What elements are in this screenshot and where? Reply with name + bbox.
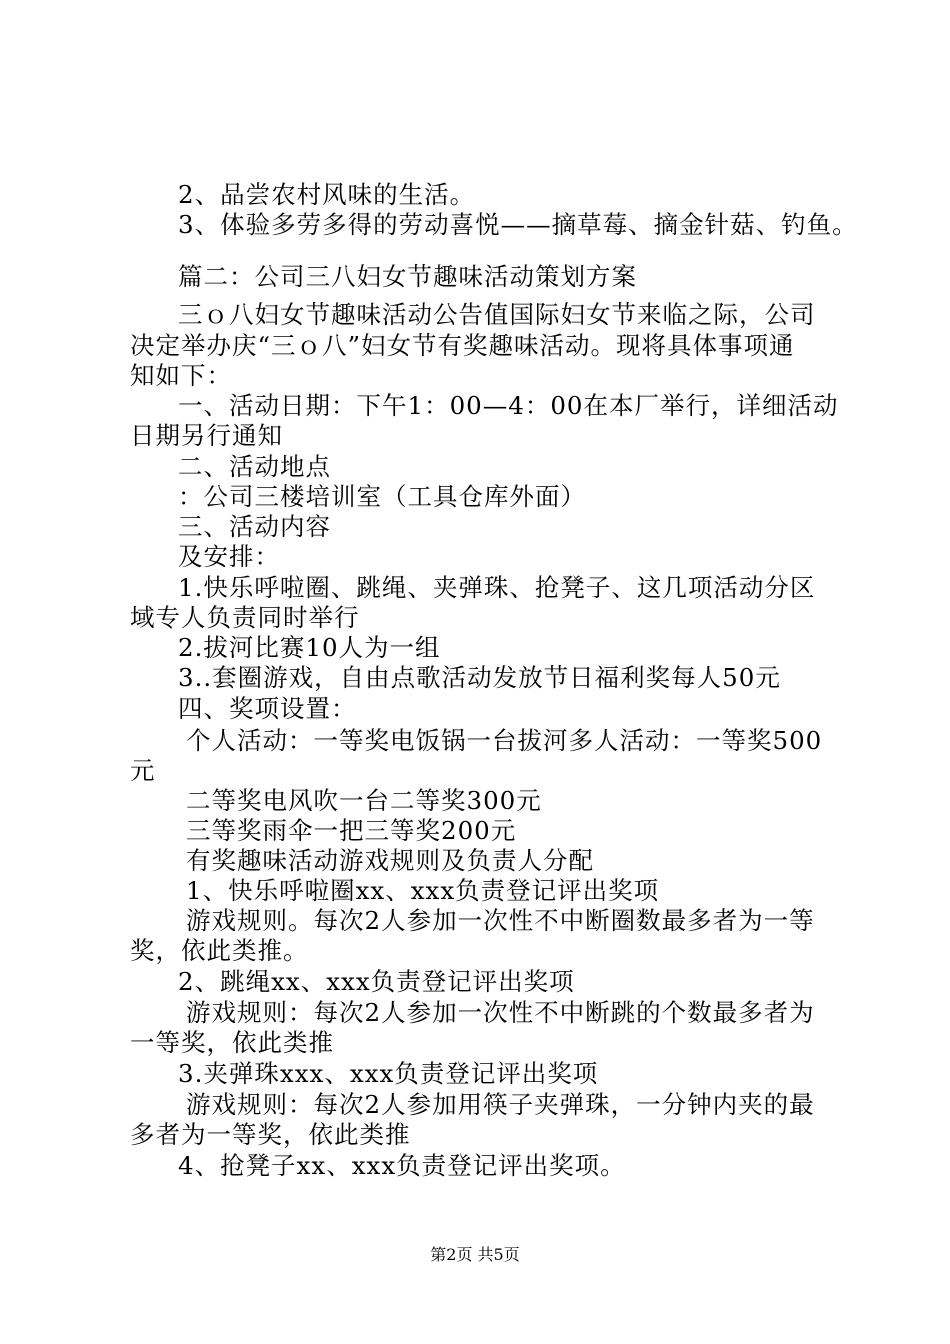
text-line: 四、奖项设置： [178, 694, 357, 723]
text-line: 3、体验多劳多得的劳动喜悦——摘草莓、摘金针菇、钓鱼。 [178, 210, 858, 239]
text-line: 1.快乐呼啦圈、跳绳、夹弹珠、抢凳子、这几项活动分区 [178, 573, 816, 602]
text-line: 多者为一等奖，依此类推 [130, 1120, 411, 1149]
text-line: 个人活动：一等奖电饭锅一台拔河多人活动：一等奖500 [186, 726, 823, 755]
text-line: 二、活动地点 [178, 452, 331, 481]
text-line: 游戏规则：每次2人参加用筷子夹弹珠，一分钟内夹的最 [186, 1090, 815, 1119]
text-line: ：公司三楼培训室（工具仓库外面） [178, 482, 586, 511]
text-line: 1、快乐呼啦圈xx、xxx负责登记评出奖项 [186, 876, 660, 905]
section-heading: 篇二：公司三八妇女节趣味活动策划方案 [178, 262, 637, 291]
page-footer: 第2页 共5页 [430, 1245, 520, 1264]
text-line: 3.夹弹珠xxx、xxx负责登记评出奖项 [178, 1059, 599, 1088]
text-line: 2、品尝农村风味的生活。 [178, 180, 476, 209]
text-line: 元 [130, 756, 156, 785]
text-line: 一、活动日期：下午1：00—4：00在本厂举行，详细活动 [178, 391, 839, 420]
text-line: 2.拔河比赛10人为一组 [178, 633, 441, 662]
text-line: 知如下： [130, 361, 232, 390]
text-line: 游戏规则。每次2人参加一次性不中断圈数最多者为一等 [186, 906, 815, 935]
text-line: 4、抢凳子xx、xxx负责登记评出奖项。 [178, 1151, 626, 1180]
text-line: 3..套圈游戏，自由点歌活动发放节日福利奖每人50元 [178, 663, 781, 692]
text-line: 及安排： [178, 542, 280, 571]
text-line: 有奖趣味活动游戏规则及负责人分配 [186, 846, 594, 875]
text-line: 2、跳绳xx、xxx负责登记评出奖项 [178, 967, 575, 996]
text-line: 三等奖雨伞一把三等奖200元 [186, 816, 517, 845]
text-line: 三、活动内容 [178, 512, 331, 541]
text-line: 奖，依此类推。 [130, 936, 309, 965]
text-line: 三ｏ八妇女节趣味活动公告值国际妇女节来临之际，公司 [178, 300, 816, 329]
text-line: 二等奖电风吹一台二等奖300元 [186, 786, 542, 815]
text-line: 日期另行通知 [130, 421, 283, 450]
text-line: 游戏规则：每次2人参加一次性不中断跳的个数最多者为 [186, 998, 815, 1027]
text-line: 决定举办庆“三ｏ八”妇女节有奖趣味活动。现将具体事项通 [130, 331, 795, 360]
text-line: 域专人负责同时举行 [130, 603, 360, 632]
text-line: 一等奖，依此类推 [130, 1028, 334, 1057]
